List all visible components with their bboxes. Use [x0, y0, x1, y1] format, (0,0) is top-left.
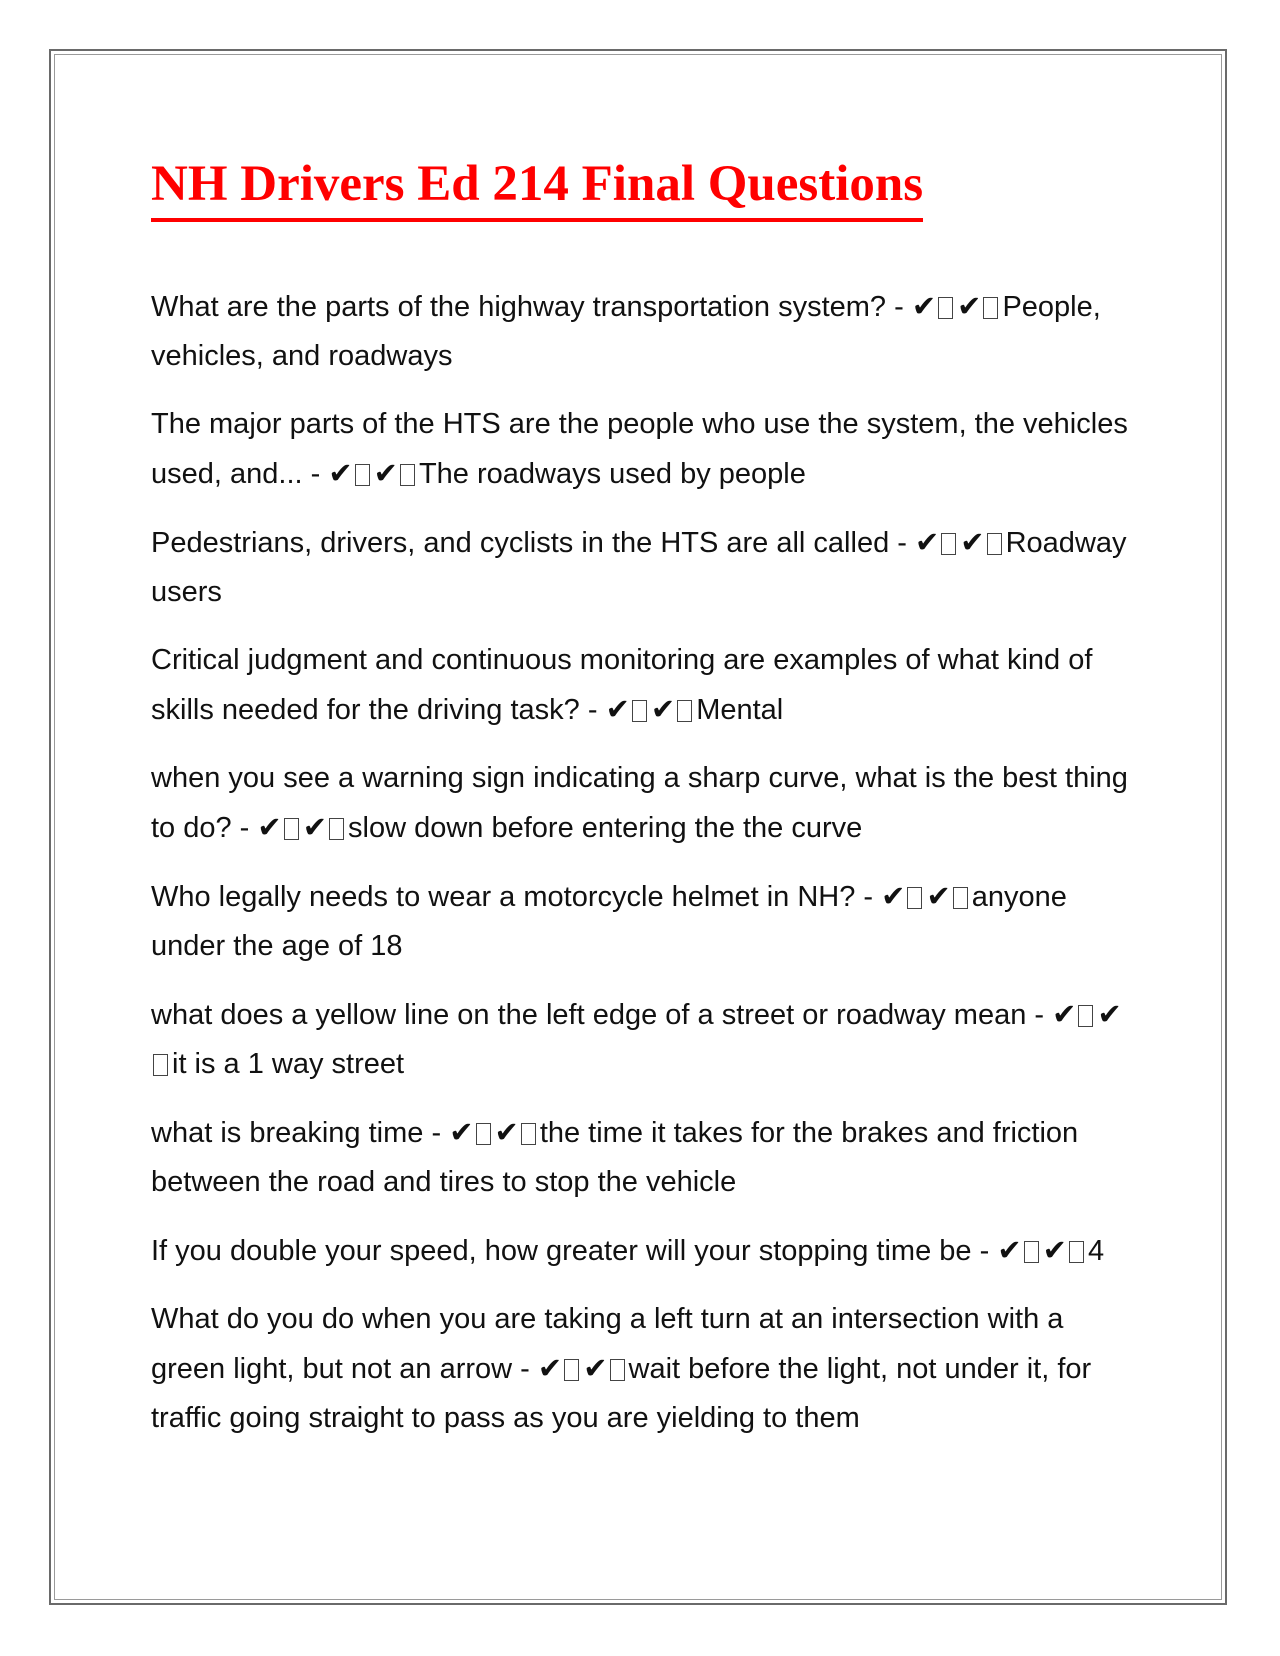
answer-text: People, vehicles, and roadways [151, 291, 1101, 372]
check-mark-icon: ✔ [926, 879, 951, 913]
answer-text: Roadway users [151, 527, 1127, 608]
qa-item [151, 400, 1141, 499]
document-title: NH Drivers Ed 214 Final Questions [151, 150, 923, 222]
missing-glyph-box-icon [987, 533, 1002, 555]
check-mark-icon: ✔ [881, 879, 906, 913]
missing-glyph-box-icon [329, 818, 344, 840]
answer-text: anyone under the age of 18 [151, 881, 1067, 962]
missing-glyph-box-icon [476, 1123, 491, 1145]
answer-text: Mental [696, 694, 784, 726]
missing-glyph-box-icon [564, 1359, 579, 1381]
qa-list [151, 282, 1141, 1443]
missing-glyph-box-icon [284, 818, 299, 840]
question-text: What are the parts of the highway transportation system? - [151, 291, 904, 323]
check-mark-icon: ✔ [257, 810, 282, 844]
question-text: when you see a warning sign indicating a sharp curve, what is the best thing to do? - [151, 762, 1128, 844]
missing-glyph-box-icon [953, 887, 968, 909]
question-text: What do you do when you are taking a left turn at an intersection with a green light, but not an arrow - [151, 1303, 1064, 1385]
check-mark-icon: ✔ [1052, 997, 1077, 1031]
missing-glyph-box-icon [355, 464, 370, 486]
check-mark-icon: ✔ [583, 1351, 608, 1385]
missing-glyph-box-icon [400, 464, 415, 486]
check-mark-icon: ✔ [997, 1233, 1022, 1267]
qa-item [151, 872, 1141, 971]
check-mark-icon: ✔ [960, 525, 985, 559]
question-text: The major parts of the HTS are the people who use the system, the vehicles used, and... - [151, 408, 1128, 490]
answer-text: the time it takes for the brakes and friction between the road and tires to stop the vehicle [151, 1117, 1079, 1198]
answer-text: 4 [1087, 1235, 1105, 1267]
missing-glyph-box-icon [907, 887, 922, 909]
answer-text: The roadways used by people [418, 458, 806, 490]
qa-item [151, 1226, 1141, 1276]
missing-glyph-box-icon [1069, 1241, 1084, 1263]
qa-item [151, 1108, 1141, 1207]
check-mark-icon: ✔ [302, 810, 328, 844]
qa-item [151, 518, 1141, 617]
qa-item [151, 990, 1141, 1089]
missing-glyph-box-icon [1024, 1241, 1039, 1263]
check-mark-icon: ✔ [605, 692, 630, 726]
missing-glyph-box-icon [1078, 1005, 1093, 1027]
check-mark-icon: ✔ [957, 289, 982, 323]
missing-glyph-box-icon [983, 297, 998, 319]
missing-glyph-box-icon [938, 297, 953, 319]
question-text: what is breaking time - [151, 1117, 442, 1149]
qa-item [151, 1295, 1141, 1443]
missing-glyph-box-icon [677, 700, 692, 722]
check-mark-icon: ✔ [494, 1115, 519, 1149]
answer-text: wait before the light, not under it, for traffic going straight to pass as you are yielding to them [151, 1353, 1092, 1434]
check-mark-icon: ✔ [1042, 1233, 1067, 1267]
missing-glyph-box-icon [153, 1054, 168, 1076]
answer-text: slow down before entering the the curve [348, 812, 863, 844]
missing-glyph-box-icon [521, 1123, 536, 1145]
question-text: Pedestrians, drivers, and cyclists in the HTS are all called - [151, 527, 907, 559]
qa-item [151, 282, 1141, 381]
check-mark-icon: ✔ [911, 289, 937, 323]
missing-glyph-box-icon [941, 533, 956, 555]
missing-glyph-box-icon [632, 700, 647, 722]
question-text: what does a yellow line on the left edge of a street or roadway mean - [151, 999, 1045, 1031]
question-text: If you double your speed, how greater will your stopping time be - [151, 1235, 990, 1267]
missing-glyph-box-icon [610, 1359, 625, 1381]
question-text: Who legally needs to wear a motorcycle helmet in NH? - [151, 881, 874, 913]
qa-item [151, 754, 1141, 853]
answer-text: it is a 1 way street [172, 1048, 405, 1080]
check-mark-icon: ✔ [328, 456, 353, 490]
document-content [151, 150, 1141, 1462]
qa-item [151, 636, 1141, 735]
check-mark-icon: ✔ [537, 1351, 563, 1385]
check-mark-icon: ✔ [650, 692, 676, 726]
check-mark-icon: ✔ [914, 525, 940, 559]
check-mark-icon: ✔ [1097, 997, 1122, 1031]
check-mark-icon: ✔ [373, 456, 398, 490]
check-mark-icon: ✔ [449, 1115, 474, 1149]
question-text: Critical judgment and continuous monitoring are examples of what kind of skills needed for the driving task? - [151, 644, 1093, 726]
